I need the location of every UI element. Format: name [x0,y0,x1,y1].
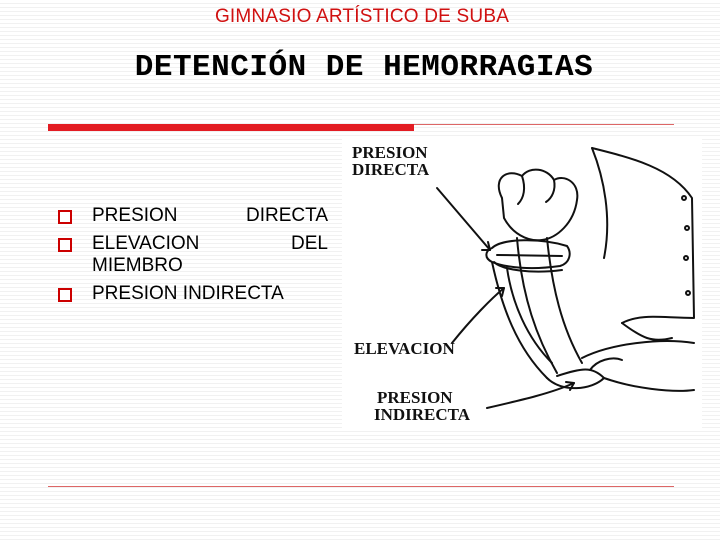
title-underline-thick [48,124,414,131]
org-header: GIMNASIO ARTÍSTICO DE SUBA [214,6,510,27]
hollow-square-icon [58,210,72,224]
bullet-text: ELEVACION DEL [92,233,328,254]
hollow-square-icon [58,238,72,252]
label-direct-pressure-2: DIRECTA [352,160,430,179]
title-underline-thin [414,124,674,125]
label-indirect-pressure-2: INDIRECTA [374,405,471,424]
bullet-text-continuation: MIEMBRO [92,255,183,276]
arm-pressure-drawing [342,138,702,430]
bullet-text: PRESION INDIRECTA [92,283,284,304]
bullet-text: PRESION DIRECTA [92,205,328,226]
page-title: DETENCIÓN DE HEMORRAGIAS [134,50,594,85]
bullet-item-indirect-pressure [58,283,328,305]
label-indirect-pressure-1: PRESION [377,388,453,407]
bullet-item-direct-pressure [58,205,328,227]
bullet-list [58,205,328,311]
hollow-square-icon [58,288,72,302]
bullet-item-elevation [58,233,328,277]
label-direct-pressure-1: PRESION [352,143,428,162]
label-elevation: ELEVACION [354,339,455,358]
first-aid-illustration [342,138,702,430]
footer-rule [48,486,674,487]
